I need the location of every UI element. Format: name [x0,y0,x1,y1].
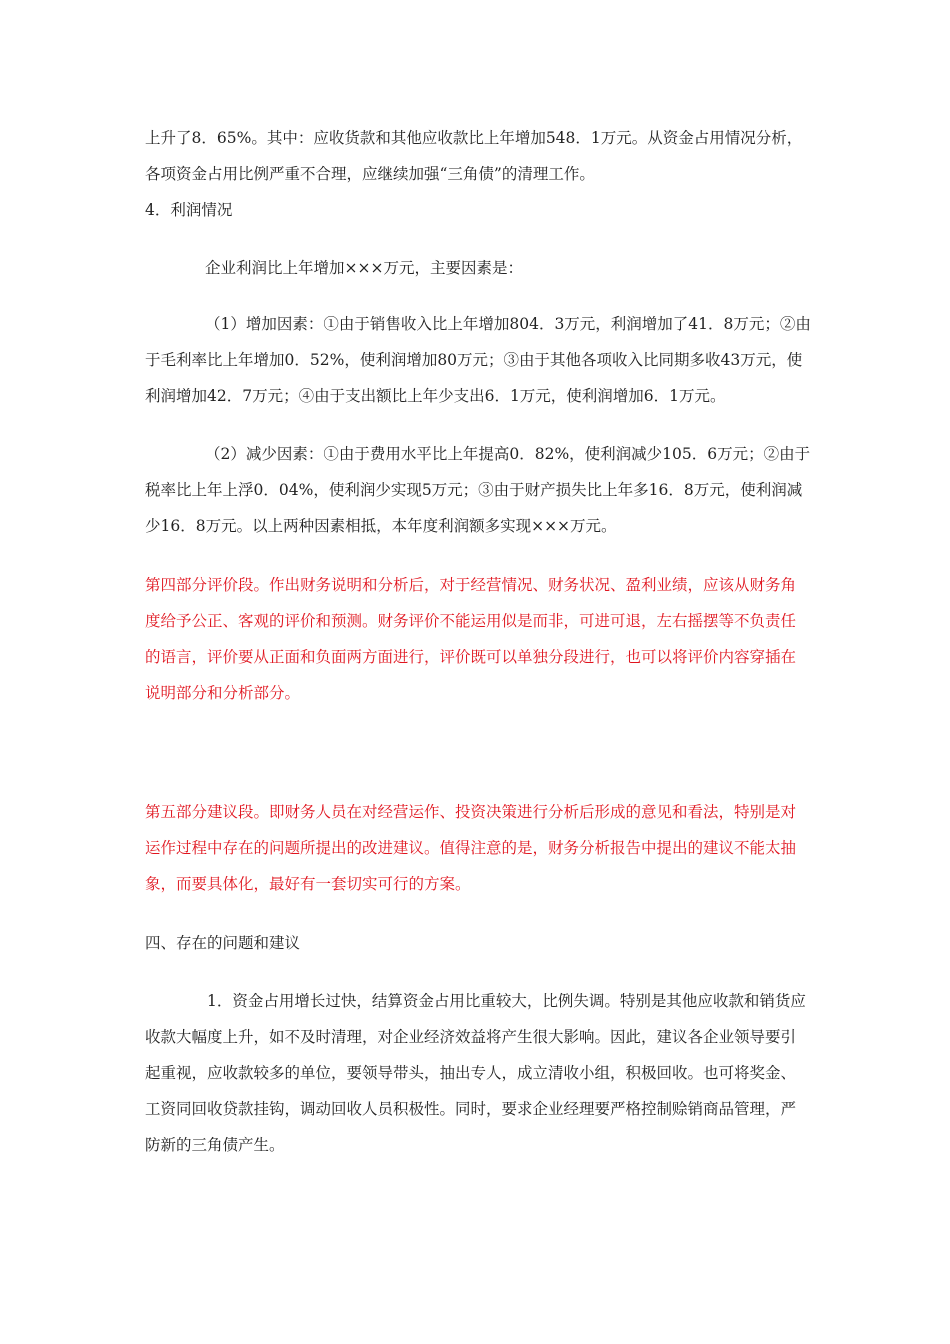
text-line: 第四部分评价段。作出财务说明和分析后，对于经营情况、财务状况、盈利业绩，应该从财务角 [145,576,797,594]
paragraph-increase-factors [145,306,857,414]
text-line: 防新的三角债产生。 [145,1136,285,1154]
heading-problems-suggestions [145,925,857,961]
paragraph-problem-1 [145,983,857,1163]
text-line: 于毛利率比上年增加0．52%，使利润增加80万元；③由于其他各项收入比同期多收43万元，使 [145,351,803,369]
paragraph-section4-evaluation [145,567,857,711]
text-line: （1）增加因素：①由于销售收入比上年增加804．3万元，利润增加了41．8万元；②由 [205,315,811,333]
text-line: 各项资金占用比例严重不合理，应继续加强“三角债”的清理工作。 [145,165,595,183]
text-line: 收款大幅度上升，如不及时清理，对企业经济效益将产生很大影响。因此，建议各企业领导要引 [145,1028,797,1046]
paragraph-capital-occupation [145,120,857,192]
text-line: 1．资金占用增长过快，结算资金占用比重较大，比例失调。特别是其他应收款和销货应 [207,992,806,1010]
text-line: 工资同回收贷款挂钩，调动回收人员积极性。同时，要求企业经理要严格控制赊销商品管理，严 [145,1100,797,1118]
text-line: 上升了8．65%。其中：应收货款和其他应收款比上年增加548．1万元。从资金占用情况分析， [145,129,803,147]
text-line: 象，而要具体化，最好有一套切实可行的方案。 [145,875,471,893]
text-line: 企业利润比上年增加×××万元，主要因素是： [205,259,523,277]
heading-text: 四、存在的问题和建议 [145,934,301,952]
heading-text: 4．利润情况 [145,201,233,219]
heading-profit [145,192,857,228]
text-line: 运作过程中存在的问题所提出的改进建议。值得注意的是，财务分析报告中提出的建议不能太抽 [145,839,797,857]
text-line: （2）减少因素：①由于费用水平比上年提高0．82%，使利润减少105．6万元；②由于 [205,445,811,463]
text-line: 第五部分建议段。即财务人员在对经营运作、投资决策进行分析后形成的意见和看法，特别是对 [145,803,797,821]
text-line: 少16．8万元。以上两种因素相抵，本年度利润额多实现×××万元。 [145,517,617,535]
text-line: 说明部分和分析部分。 [145,684,301,702]
paragraph-decrease-factors [145,436,857,544]
text-line: 税率比上年上浮0．04%，使利润少实现5万元；③由于财产损失比上年多16．8万元，使利润减 [145,481,803,499]
paragraph-profit-intro [145,250,857,286]
text-line: 度给予公正、客观的评价和预测。财务评价不能运用似是而非，可进可退，左右摇摆等不负责任 [145,612,797,630]
text-line: 起重视，应收款较多的单位，要领导带头，抽出专人，成立清收小组，积极回收。也可将奖金、 [145,1064,797,1082]
paragraph-section5-suggestions [145,794,857,902]
text-line: 的语言，评价要从正面和负面两方面进行，评价既可以单独分段进行，也可以将评价内容穿插在 [145,648,797,666]
text-line: 利润增加42．7万元；④由于支出额比上年少支出6．1万元，使利润增加6．1万元。 [145,387,726,405]
